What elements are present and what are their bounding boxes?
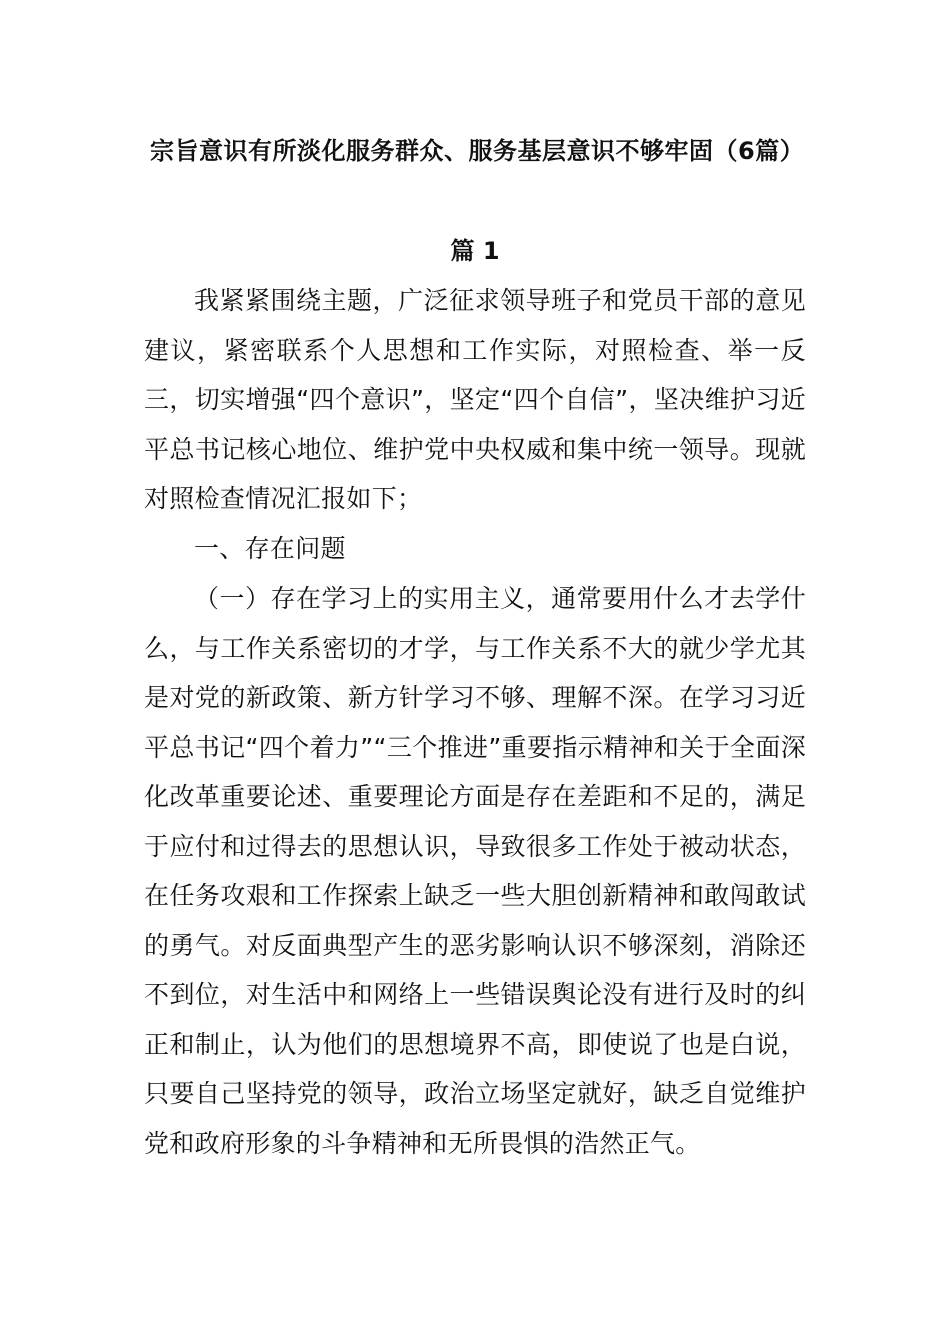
problem-point-1-paragraph: （一）存在学习上的实用主义，通常要用什么才去学什么，与工作关系密切的才学，与工作关系不大的就少学尤其是对党的新政策、新方针学习不够、理解不深。在学习习近平总书记“四个着力”“三个推进”重要指示精神和关于全面深化改革重要论述、重要理论方面是存在差距和不足的，满足于应付和过得去的思想认识，导致很多工作处于被动状态，在任务攻艰和工作探索上缺乏一些大胆创新精神和敢闯敢试的勇气。对反面典型产生的恶劣影响认识不够深刻，消除还不到位，对生活中和网络上一些错误舆论没有进行及时的纠正和制止，认为他们的思想境界不高，即使说了也是白说，只要自己坚持党的领导，政治立场坚定就好，缺乏自觉维护党和政府形象的斗争精神和无所畏惧的浩然正气。: [144, 584, 806, 1158]
heading-existing-problems: 一、存在问题: [194, 534, 346, 563]
document-title: 宗旨意识有所淡化服务群众、服务基层意识不够牢固（6篇）: [150, 137, 805, 165]
section-title: 篇 1: [450, 237, 500, 265]
intro-paragraph: 我紧紧围绕主题，广泛征求领导班子和党员干部的意见建议，紧密联系个人思想和工作实际，对照检查、举一反三，切实增强“四个意识”，坚定“四个自信”，坚决维护习近平总书记核心地位、维护党中央权威和集中统一领导。现就对照检查情况汇报如下；: [144, 286, 806, 513]
